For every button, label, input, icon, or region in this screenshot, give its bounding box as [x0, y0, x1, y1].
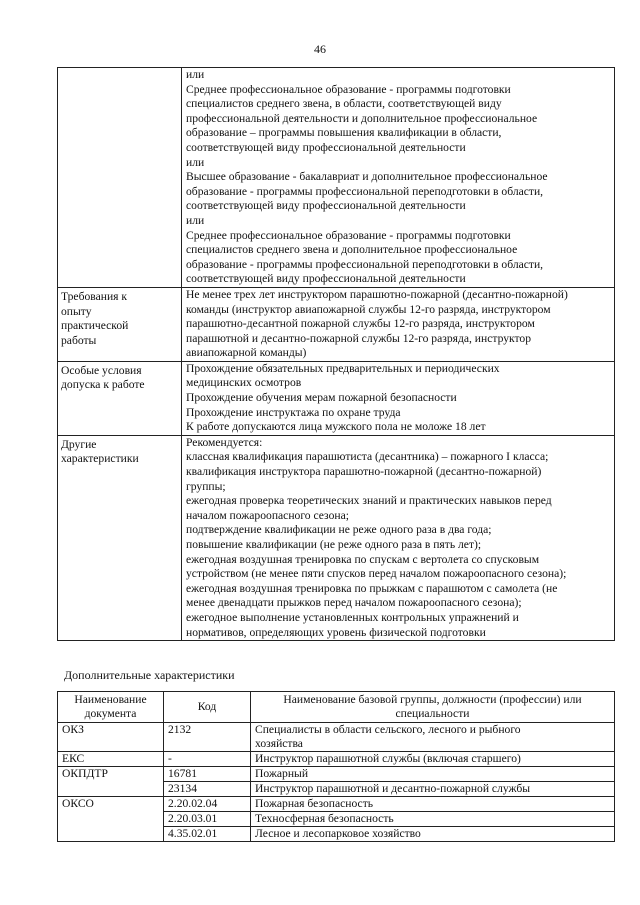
code-cell: 4.35.02.01: [164, 827, 251, 842]
row-value: [182, 435, 615, 640]
text-line: соответствующей виду профессиональной деятельности: [186, 199, 466, 213]
text-line: соответствующей виду профессиональной деятельности: [186, 272, 466, 286]
name-cell: [251, 782, 615, 797]
special-conditions-row: [58, 361, 615, 435]
text-line: Прохождение обязательных предварительных и периодических: [186, 361, 500, 375]
name-cell: [251, 827, 615, 842]
row-value: [182, 361, 615, 435]
text-line: документа: [84, 707, 137, 720]
text-line: Другие: [61, 437, 97, 451]
text-line: опыту: [61, 304, 92, 318]
table-row: [58, 723, 615, 752]
table-row: [58, 752, 615, 767]
text-line: Инструктор парашютной службы (включая старшего): [255, 752, 521, 765]
qualification-table: [57, 67, 615, 641]
doc-cell: ОКПДТР: [58, 767, 164, 782]
name-cell: [251, 752, 615, 767]
text-line: Прохождение инструктажа по охране труда: [186, 405, 401, 419]
text-line: Прохождение обучения мерам пожарной безопасности: [186, 391, 457, 405]
text-line: менее двенадцати прыжков перед началом пожароопасного сезона);: [186, 596, 522, 610]
code-cell: -: [164, 752, 251, 767]
row-value: [182, 68, 615, 288]
text-line: Высшее образование - бакалавриат и дополнительное профессиональное: [186, 170, 548, 184]
experience-row: [58, 287, 615, 361]
page-number: 46: [314, 42, 326, 56]
header-document: [58, 692, 164, 723]
text-line: К работе допускаются лица мужского пола не моложе 18 лет: [186, 420, 486, 434]
table-header-row: [58, 692, 615, 723]
text-line: парашютно-десантной пожарной службы 12-го разряда, инструктором: [186, 317, 535, 331]
text-line: Среднее профессиональное образование - программы подготовки: [186, 228, 511, 242]
text-line: или: [186, 155, 205, 169]
table-row: [58, 767, 615, 782]
text-line: группы;: [186, 479, 226, 493]
text-line: профессиональной деятельности и дополнительное профессиональное: [186, 111, 538, 125]
name-cell: [251, 797, 615, 812]
text-line: ежегодная воздушная тренировка по прыжкам с парашютом с самолета (не: [186, 581, 558, 595]
text-line: образование – программы повышения квалификации в области,: [186, 126, 502, 140]
code-cell: 16781: [164, 767, 251, 782]
other-characteristics-row: [58, 435, 615, 640]
text-line: команды (инструктор авиапожарной службы 12-го разряда, инструктором: [186, 302, 551, 316]
doc-cell: ЕКС: [58, 752, 164, 767]
text-line: авиапожарной команды): [186, 346, 307, 360]
text-line: Наименование базовой группы, должности (профессии) или: [283, 693, 582, 706]
text-line: образование - программы профессиональной переподготовки в области,: [186, 184, 544, 198]
code-cell: 2.20.03.01: [164, 812, 251, 827]
text-line: характеристики: [61, 452, 139, 466]
education-continuation-row: [58, 68, 615, 288]
text-line: специалистов среднего звена, в области, соответствующей виду: [186, 97, 502, 111]
code-cell: 23134: [164, 782, 251, 797]
code-cell: 2132: [164, 723, 251, 752]
text-line: Техносферная безопасность: [255, 812, 394, 825]
text-line: работы: [61, 333, 97, 347]
text-line: допуска к работе: [61, 378, 145, 392]
table-row: [58, 797, 615, 812]
text-line: Среднее профессиональное образование - программы подготовки: [186, 82, 511, 96]
text-line: специальности: [395, 707, 470, 720]
table-row: [58, 812, 615, 827]
text-line: Специалисты в области сельского, лесного и рыбного: [255, 723, 521, 736]
row-label: [58, 361, 182, 435]
text-line: устройством (не менее пяти спусков перед началом пожароопасного сезона);: [186, 567, 567, 581]
text-line: ежегодная воздушная тренировка по спускам с вертолета со спусковым: [186, 552, 540, 566]
name-cell: [251, 767, 615, 782]
header-code: Код: [164, 692, 251, 723]
code-cell: 2.20.02.04: [164, 797, 251, 812]
text-line: Пожарная безопасность: [255, 797, 374, 810]
row-label: [58, 287, 182, 361]
doc-cell: ОКСО: [58, 797, 164, 812]
row-label: [58, 435, 182, 640]
text-line: нормативов, определяющих уровень физической подготовки: [186, 625, 486, 639]
doc-cell: ОКЗ: [58, 723, 164, 752]
text-line: Лесное и лесопарковое хозяйство: [255, 827, 421, 840]
text-line: или: [186, 213, 205, 227]
doc-cell: [58, 782, 164, 797]
header-name: [251, 692, 615, 723]
text-line: или: [186, 68, 205, 81]
text-line: Наименование: [74, 693, 147, 706]
name-cell: [251, 723, 615, 752]
text-line: Инструктор парашютной и десантно-пожарной службы: [255, 782, 531, 795]
text-line: началом пожароопасного сезона;: [186, 508, 349, 522]
text-line: Рекомендуется:: [186, 435, 263, 449]
text-line: соответствующей виду профессиональной деятельности: [186, 140, 466, 154]
text-line: практической: [61, 319, 129, 333]
table-row: [58, 827, 615, 842]
text-line: подтверждение квалификации не реже одного раза в два года;: [186, 523, 492, 537]
text-line: ежегодная проверка теоретических знаний и практических навыков перед: [186, 494, 552, 508]
text-line: квалификация инструктора парашютно-пожарной (десантно-пожарной): [186, 465, 542, 479]
text-line: ежегодное выполнение установленных контрольных упражнений и: [186, 610, 519, 624]
doc-cell: [58, 827, 164, 842]
text-line: специалистов среднего звена и дополнительное профессиональное: [186, 243, 518, 257]
text-line: хозяйства: [255, 737, 303, 750]
text-line: Не менее трех лет инструктором парашютно-пожарной (десантно-пожарной): [186, 287, 568, 301]
text-line: образование - программы профессиональной переподготовки в области,: [186, 257, 544, 271]
text-line: повышение квалификации (не реже одного раза в пять лет);: [186, 538, 482, 551]
row-label: [58, 68, 182, 288]
doc-cell: [58, 812, 164, 827]
text-line: классная квалификация парашютиста (десантника) – пожарного I класса;: [186, 450, 549, 464]
text-line: Требования к: [61, 289, 128, 303]
text-line: парашютной и десантно-пожарной службы 12-го разряда, инструктор: [186, 331, 531, 345]
row-value: [182, 287, 615, 361]
additional-characteristics-table: [57, 691, 615, 842]
text-line: медицинских осмотров: [186, 376, 302, 390]
section-heading: Дополнительные характеристики: [64, 668, 235, 682]
name-cell: [251, 812, 615, 827]
text-line: Особые условия: [61, 363, 142, 377]
text-line: Пожарный: [255, 767, 309, 780]
table-row: [58, 782, 615, 797]
